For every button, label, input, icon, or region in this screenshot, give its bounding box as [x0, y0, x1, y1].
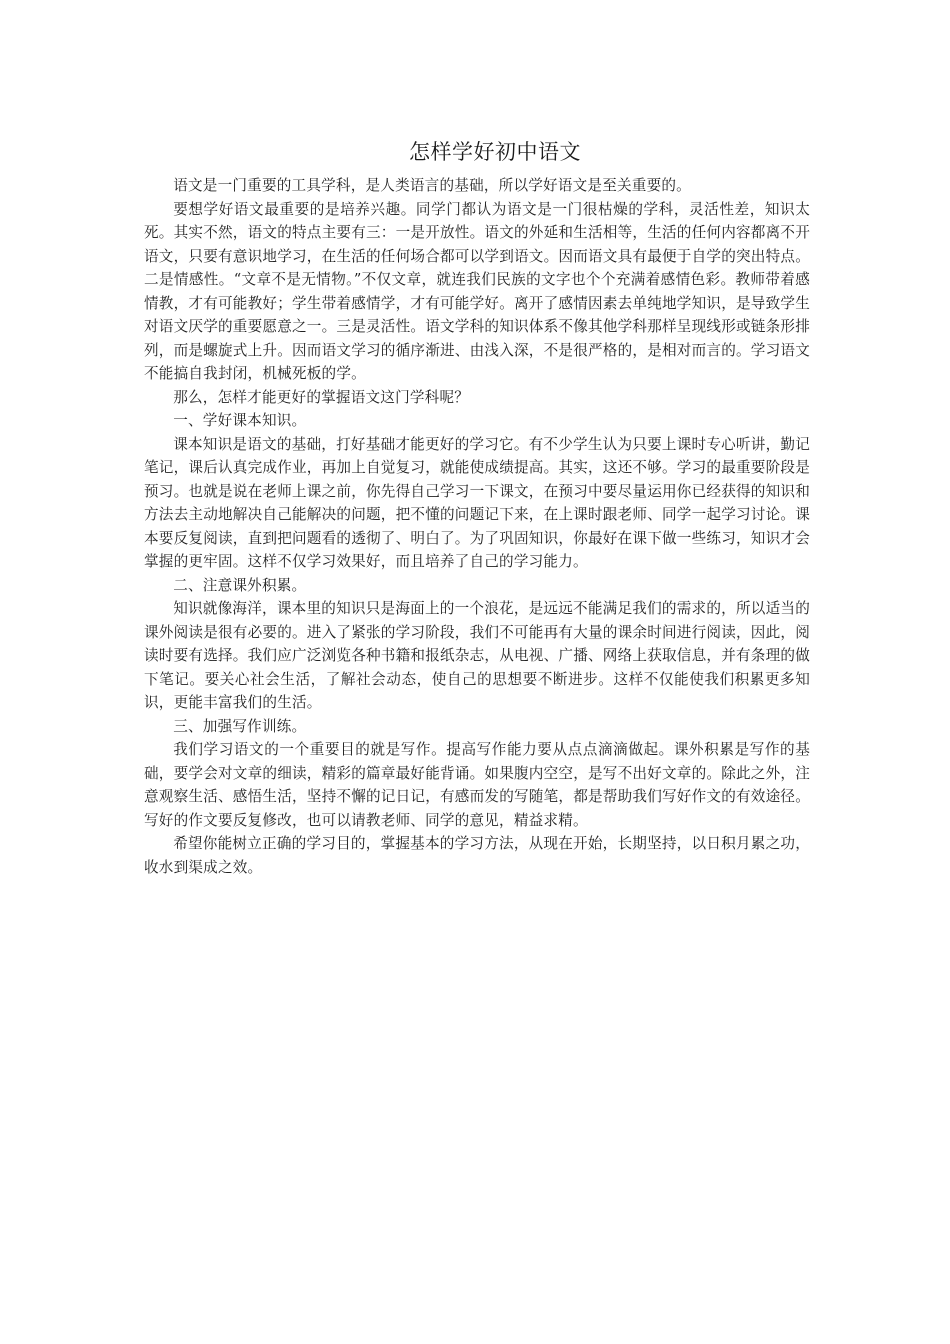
- paragraph-conclusion: 希望你能树立正确的学习目的，掌握基本的学习方法，从现在开始，长期坚持，以日积月累之功，收水到渠成之效。: [144, 835, 810, 876]
- section-heading-extracurricular: 二、注意课外积累。: [173, 576, 307, 594]
- paragraph-question: 那么，怎样才能更好的掌握语文这门学科呢？: [173, 388, 470, 406]
- paragraph-writing: 我们学习语文的一个重要目的就是写作。提高写作能力要从点点滴滴做起。课外积累是写作的基础，要学会对文章的细读，精彩的篇章最好能背诵。如果腹内空空，是写不出好文章的。除此之外，注意观察生活、感悟生活，坚持不懈的记日记，有感而发的写随笔，都是帮助我们写好作文的有效途径。写好的作文要反复修改，也可以请教老师、同学的意见，精益求精。: [144, 741, 810, 829]
- paragraph-extracurricular: 知识就像海洋，课本里的知识只是海面上的一个浪花，是远远不能满足我们的需求的，所以适当的课外阅读是很有必要的。进入了紧张的学习阶段，我们不可能再有大量的课余时间进行阅读，因此，阅读时要有选择。我们应广泛浏览各种书籍和报纸杂志，从电视、广播、网络上获取信息，并有条理的做下笔记。要关心社会生活，了解社会动态，使自己的思想要不断进步。这样不仅能使我们积累更多知识，更能丰富我们的生活。: [144, 600, 810, 711]
- document-title: 怎样学好初中语文: [409, 140, 581, 164]
- document-body: [144, 174, 810, 879]
- paragraph-intro: 语文是一门重要的工具学科，是人类语言的基础，所以学好语文是至关重要的。: [173, 177, 691, 194]
- section-heading-textbook: 一、学好课本知识。: [173, 412, 307, 429]
- paragraph-interest: 要想学好语文最重要的是培养兴趣。同学门都认为语文是一门很枯燥的学科，灵活性差，知识太死。其实不然，语文的特点主要有三：一是开放性。语文的外延和生活相等，生活的任何内容都离不开语文，只要有意识地学习，在生活的任何场合都可以学到语文。因而语文具有最便于自学的突出特点。二是情感性。“文章不是无情物。”不仅文章，就连我们民族的文字也个个充满着感情色彩。教师带着感情教，才有可能教好；学生带着感情学，才有可能学好。离开了感情因素去单纯地学知识，是导致学生对语文厌学的重要愿意之一。三是灵活性。语文学科的知识体系不像其他学科那样呈现线形或链条形排列，而是螺旋式上升。因而语文学习的循序渐进、由浅入深，不是很严格的，是相对而言的。学习语文不能搞自我封闭，机械死板的学。: [144, 200, 810, 382]
- section-heading-writing: 三、加强写作训练。: [173, 717, 307, 735]
- paragraph-textbook: 课本知识是语文的基础，打好基础才能更好的学习它。有不少学生认为只要上课时专心听讲，勤记笔记，课后认真完成作业，再加上自觉复习，就能使成绩提高。其实，这还不够。学习的最重要阶段是预习。也就是说在老师上课之前，你先得自己学习一下课文，在预习中要尽量运用你已经获得的知识和方法去主动地解决自己能解决的问题，把不懂的问题记下来，在上课时跟老师、同学一起学习讨论。课本要反复阅读，直到把问题看的透彻了、明白了。为了巩固知识，你最好在课下做一些练习，知识才会掌握的更牢固。这样不仅学习效果好，而且培养了自己的学习能力。: [144, 435, 810, 570]
